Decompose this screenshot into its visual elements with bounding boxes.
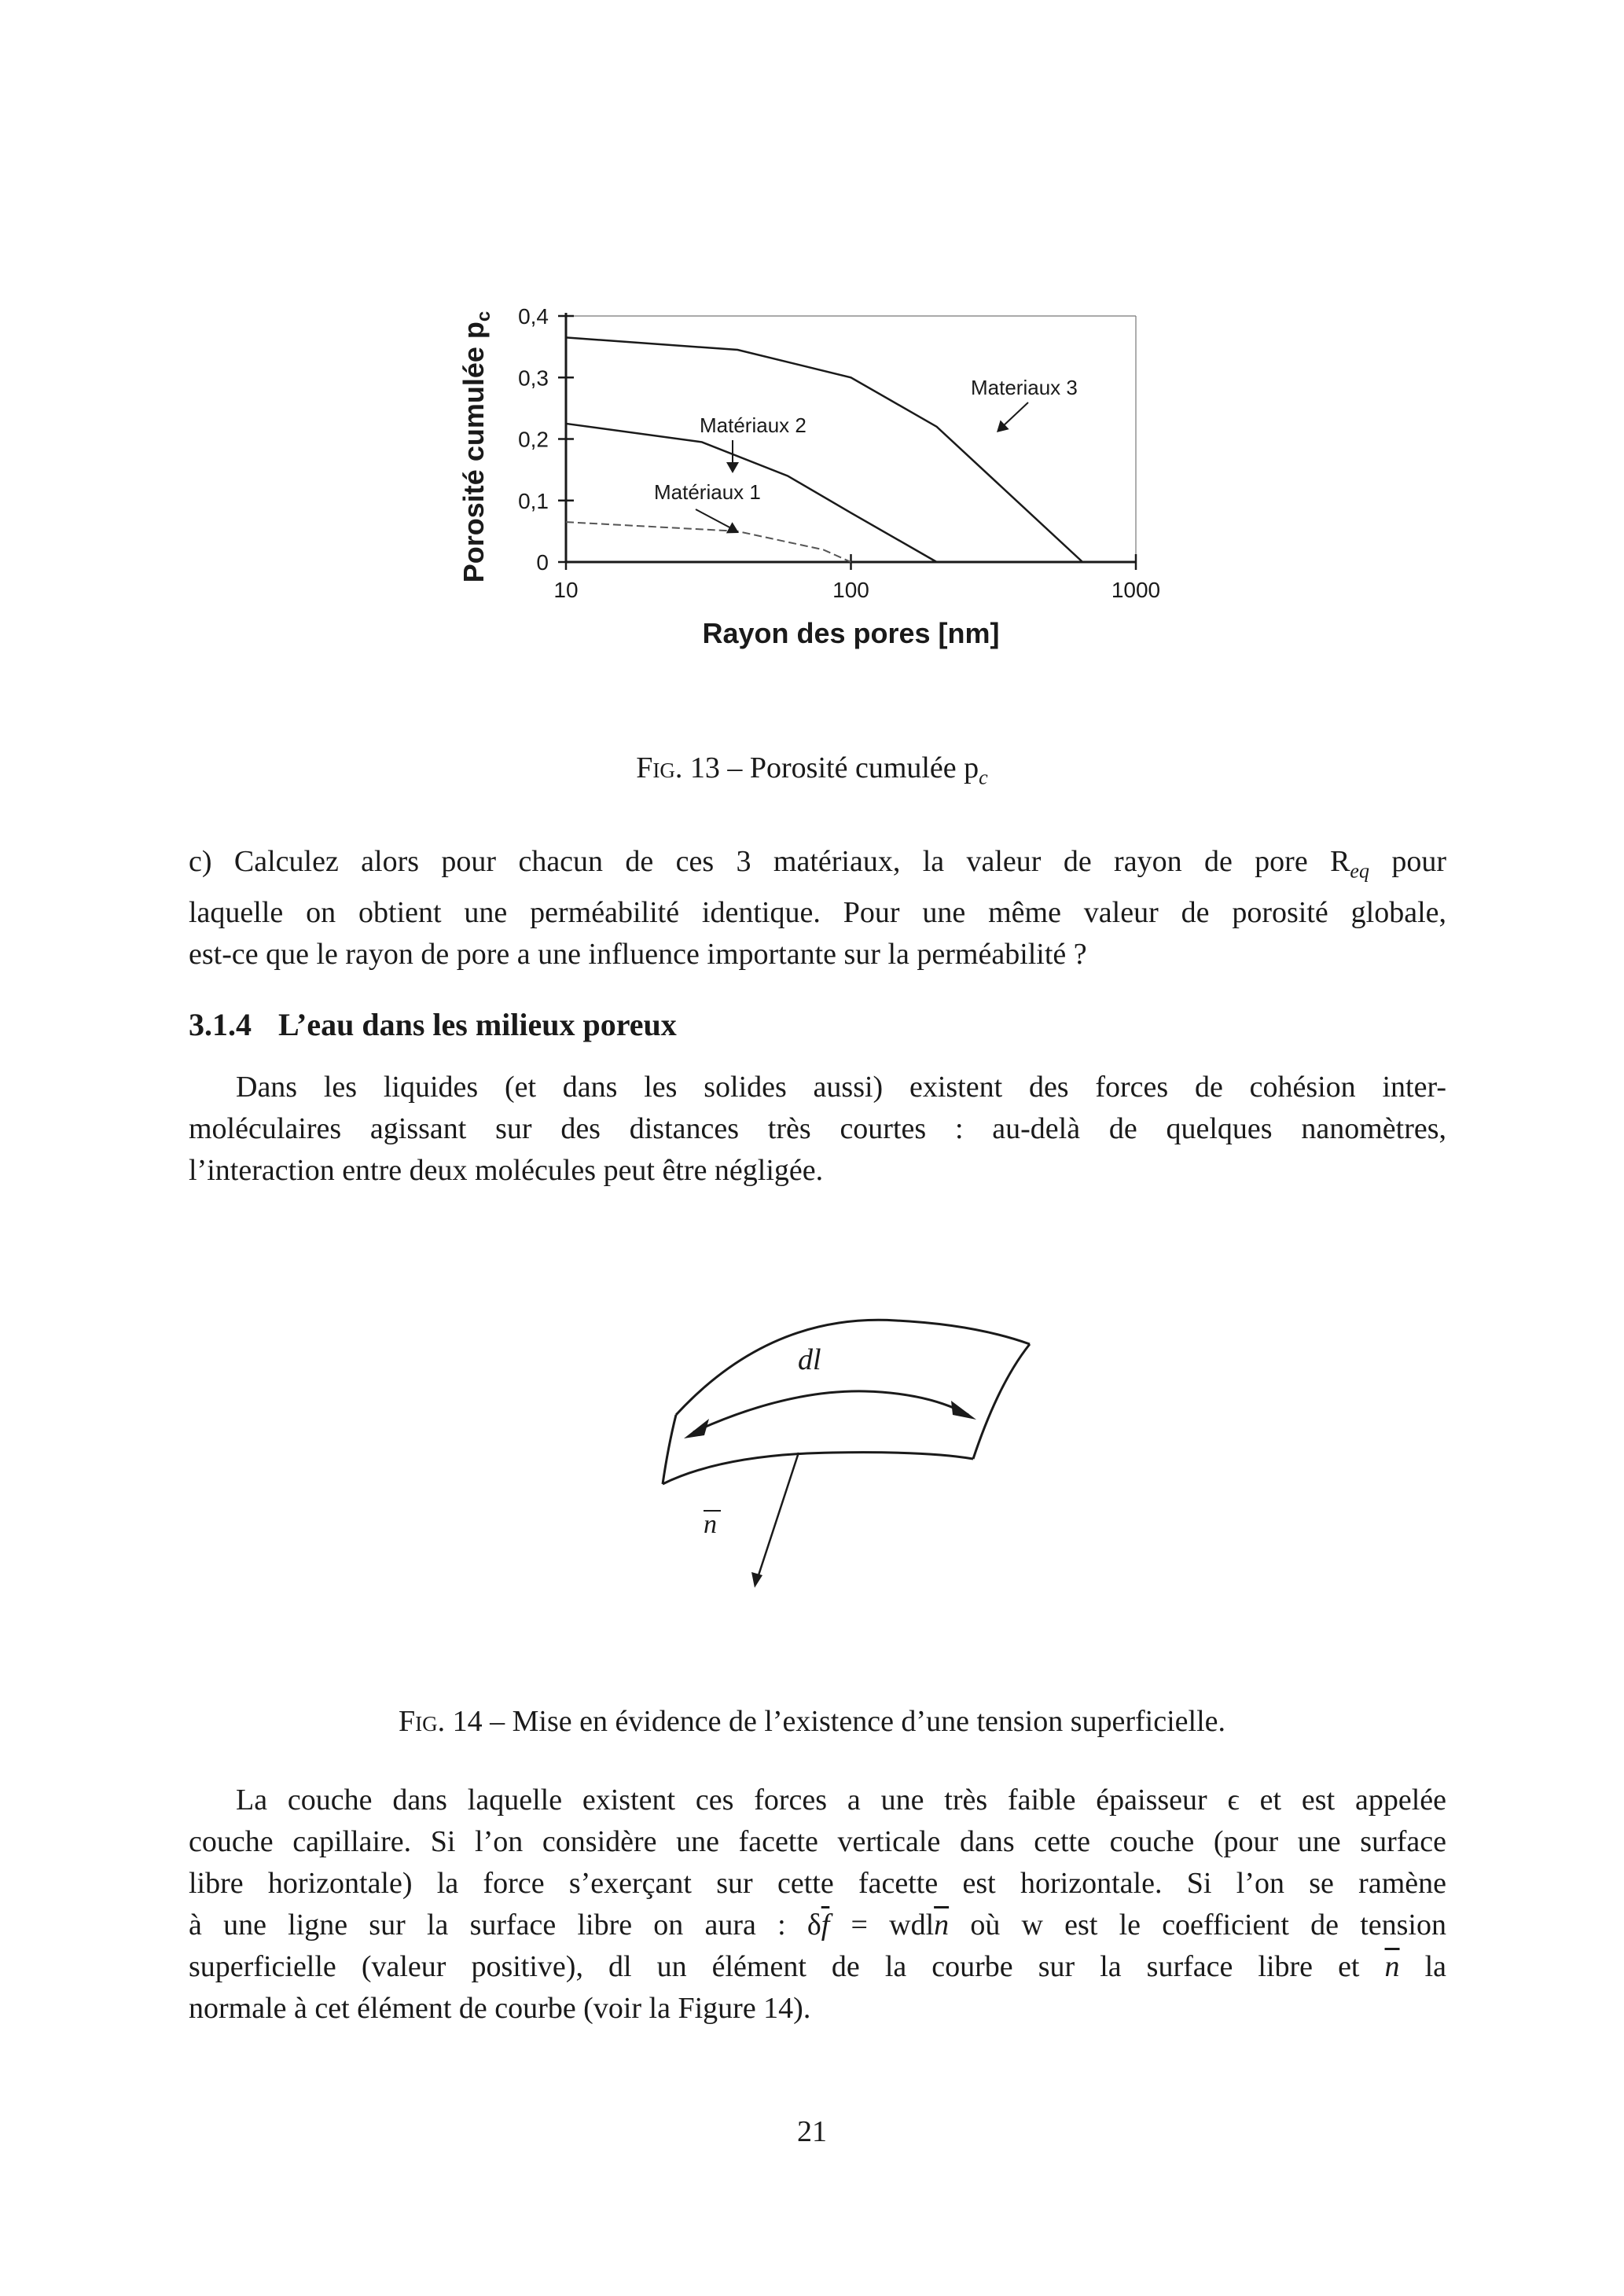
section-heading	[189, 1006, 677, 1043]
porosity-chart	[448, 299, 1234, 660]
y-axis-label: Porosité cumulée $p_c$	[457, 310, 494, 583]
surface-left-edge	[663, 1415, 676, 1484]
surface-bottom-edge	[663, 1453, 973, 1484]
annotation-arrowhead-2	[726, 462, 739, 473]
annotation-label-3: Materiaux 3	[971, 376, 1078, 399]
section-title-text: L’eau dans les milieux poreux	[278, 1007, 677, 1042]
paragraph-capillary	[189, 1780, 1446, 2030]
dl-double-arrow-line	[693, 1391, 968, 1432]
dl-arrowhead-right	[951, 1401, 976, 1420]
x-tick-label: 100	[832, 578, 869, 602]
paragraph-line: à une ligne sur la surface libre on aura : $\delta\overline{f} = wdl\overline{n}$ où w est le coefficient de tension	[189, 1908, 1446, 1941]
paragraph-cohesion	[189, 1067, 1446, 1192]
section-number: 3.1.4	[189, 1007, 252, 1042]
paragraph-line: couche capillaire. Si l’on considère une facette verticale dans cette couche (pour une surface	[189, 1825, 1446, 1858]
surface-top-edge	[676, 1320, 1030, 1415]
normal-vector-arrowhead	[751, 1572, 762, 1588]
surface-tension-diagram	[629, 1305, 1069, 1604]
question-c-paragraph	[189, 841, 1446, 975]
dl-label: dl	[798, 1343, 821, 1376]
paragraph-line: Dans les liquides (et dans les solides aussi) existent des forces de cohésion inter-	[236, 1071, 1446, 1104]
y-tick-label: 0	[536, 550, 549, 575]
figure-14-caption: Fig. 14 – Mise en évidence de l’existence d’une tension superficielle.	[398, 1705, 1226, 1738]
annotation-arrow-1	[696, 509, 733, 529]
chart-annotations	[654, 376, 1078, 533]
annotation-arrowhead-1	[726, 522, 739, 533]
question-c-line: laquelle on obtient une perméabilité identique. Pour une même valeur de porosité globale,	[189, 895, 1446, 929]
annotation-arrow-3	[1002, 402, 1028, 427]
page-number: 21	[797, 2115, 827, 2148]
question-c-line: c) Calculez alors pour chacun de ces 3 matériaux, la valeur de rayon de pore $R_{eq}$ pour	[189, 845, 1446, 883]
y-tick-label: 0,3	[518, 366, 549, 391]
normal-vector-label: n	[704, 1510, 717, 1539]
y-tick-label: 0,4	[518, 304, 549, 329]
chart-series	[566, 337, 1082, 562]
dl-arrowhead-left	[684, 1419, 709, 1438]
question-c-line: est-ce que le rayon de pore a une influence importante sur la perméabilité ?	[189, 937, 1087, 971]
figure-13-caption: Fig. 13 – Porosité cumulée $p_c$	[636, 751, 988, 789]
annotation-label-2: Matériaux 2	[700, 413, 806, 437]
y-axis-label-subscript: c	[473, 310, 494, 322]
y-tick-label: 0,2	[518, 427, 549, 452]
paragraph-line: superficielle (valeur positive), dl un élément de la courbe sur la surface libre et $\overline{n}$ la	[189, 1950, 1446, 1983]
paragraph-line: l’interaction entre deux molécules peut être négligée.	[189, 1154, 824, 1187]
x-tick-label: 1000	[1111, 578, 1161, 602]
normal-vector-line	[757, 1453, 799, 1580]
y-tick-label: 0,1	[518, 488, 549, 513]
paragraph-line: libre horizontale) la force s’exerçant sur cette facette est horizontale. Si l’on se ramène	[189, 1867, 1446, 1900]
series-line-3	[566, 337, 1082, 562]
annotation-label-1: Matériaux 1	[654, 480, 761, 504]
chart-axes	[457, 304, 1160, 649]
paragraph-line: moléculaires agissant sur des distances très courtes : au-delà de quelques nanomètres,	[189, 1112, 1446, 1145]
x-tick-label: 10	[553, 578, 579, 602]
x-axis-label: Rayon des pores [nm]	[702, 617, 1000, 649]
surface-right-edge	[973, 1344, 1030, 1459]
paragraph-line: normale à cet élément de courbe (voir la Figure 14).	[189, 1992, 811, 2025]
series-line-1	[566, 522, 851, 562]
paragraph-line: La couche dans laquelle existent ces forces a une très faible épaisseur ϵ et est appelée	[236, 1784, 1446, 1817]
